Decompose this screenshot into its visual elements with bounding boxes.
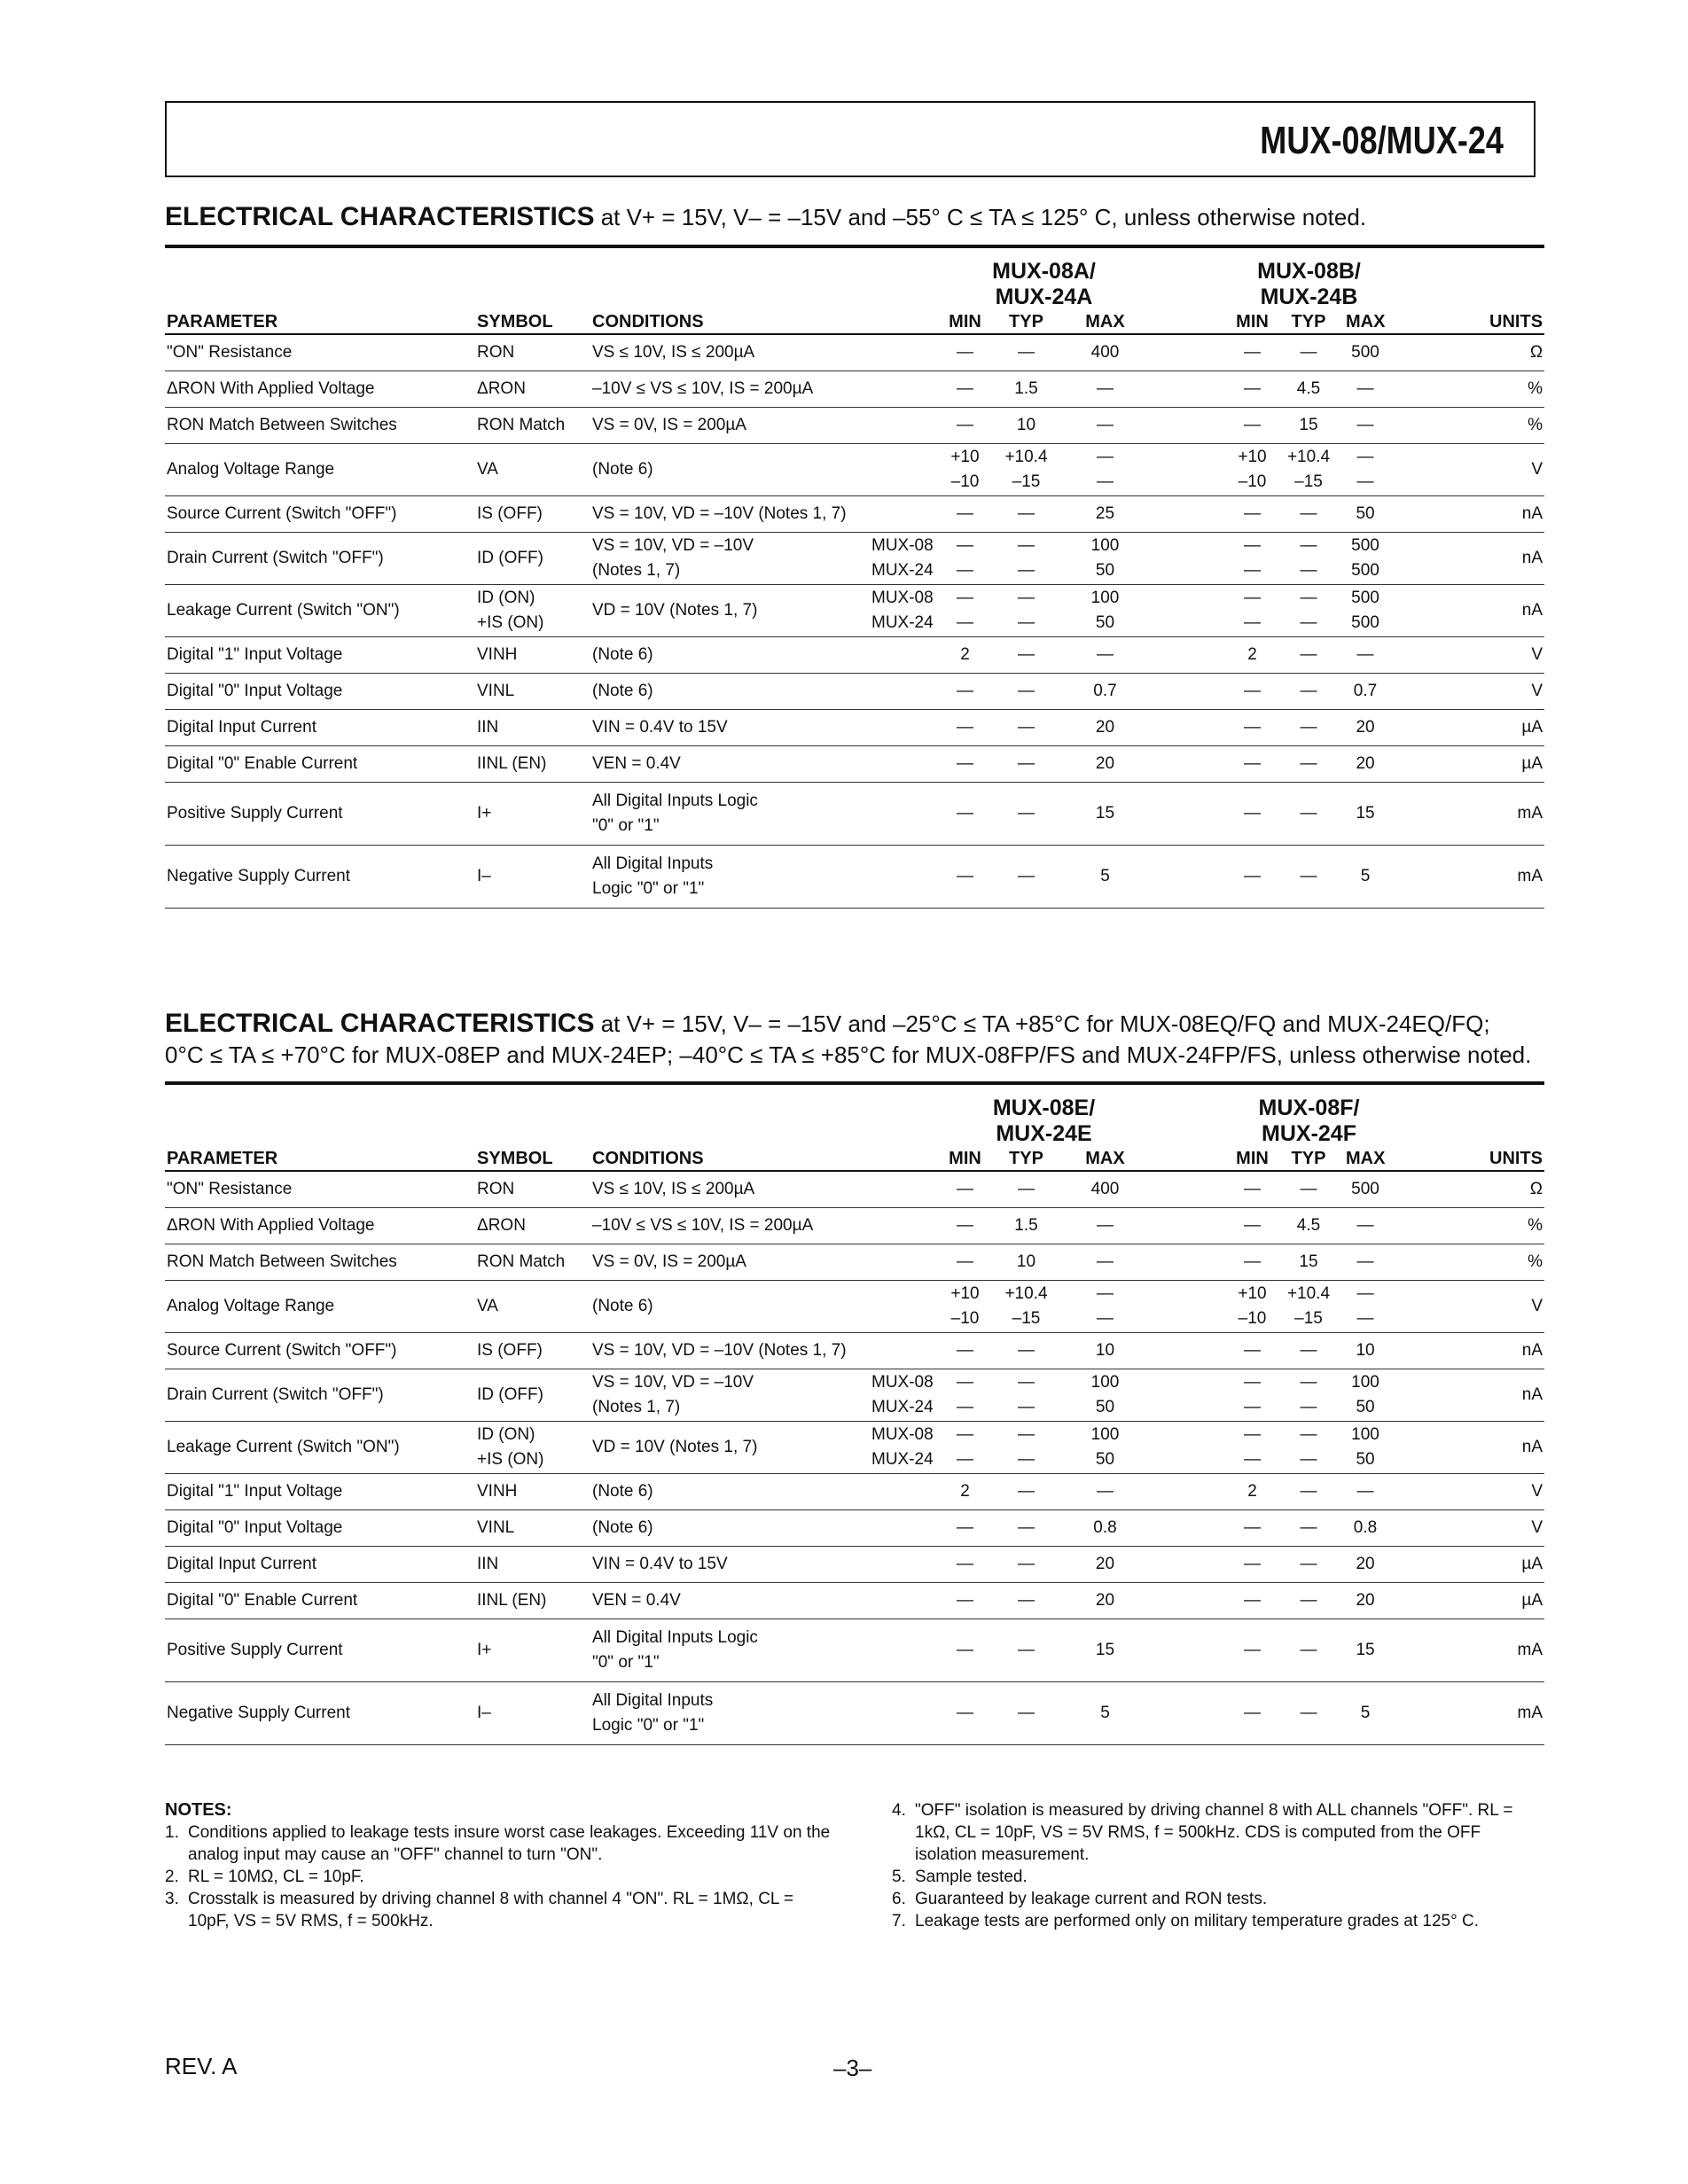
section1-title-bold: ELECTRICAL CHARACTERISTICS <box>165 202 595 231</box>
table-row: Digital "0" Input Voltage VINL (Note 6) — — 0.7 — — 0.7 V <box>165 674 1544 710</box>
revision-label: REV. A <box>165 2053 238 2079</box>
table-row: Negative Supply Current I– All Digital Inputs Logic "0" or "1" — — 5 — — 5 mA <box>165 1682 1544 1745</box>
column-headers: PARAMETER SYMBOL CONDITIONS MIN TYP MAX MIN TYP MAX UNITS <box>165 1147 1544 1171</box>
table-row: ΔRON With Applied Voltage ΔRON –10V ≤ VS ≤ 10V, IS = 200µA — 1.5 — — 4.5 — % <box>165 371 1544 408</box>
group-b-header: MUX-08B/ MUX-24B <box>1231 246 1387 310</box>
table-row: Positive Supply Current I+ All Digital Inputs Logic "0" or "1" — — 15 — — 15 mA <box>165 1619 1544 1682</box>
note-item: 3. Crosstalk is measured by driving channel 8 with channel 4 "ON". RL = 1MΩ, CL = 10pF, VS = 5V RMS, f = 500kHz. <box>165 1890 794 1930</box>
table-row: "ON" Resistance RON VS ≤ 10V, IS ≤ 200µA — — 400 — — 500 Ω <box>165 334 1544 371</box>
note-item: 4. "OFF" isolation is measured by driving channel 8 with ALL channels "OFF". RL = 1kΩ, CL = 10pF, VS = 5V RMS, f = 500kHz. CDS is computed from the OFF isolation measurement. <box>892 1801 1513 1864</box>
section1-title-rest: at V+ = 15V, V– = –15V and –55° C ≤ TA ≤ 125° C, unless otherwise noted. <box>600 204 1367 230</box>
table-row: Negative Supply Current I– All Digital Inputs Logic "0" or "1" — — 5 — — 5 mA <box>165 846 1544 909</box>
table-row: RON Match Between Switches RON Match VS = 0V, IS = 200µA — 10 — — 15 — % <box>165 408 1544 444</box>
note-item: 1. Conditions applied to leakage tests insure worst case leakages. Exceeding 11V on the analog input may cause an "OFF" channel to turn "ON". <box>165 1823 831 1864</box>
table-row: Digital "1" Input Voltage VINH (Note 6) 2 — — 2 — — V <box>165 1474 1544 1510</box>
table-row: Digital "0" Input Voltage VINL (Note 6) — — 0.8 — — 0.8 V <box>165 1510 1544 1547</box>
table-row: Digital "0" Enable Current IINL (EN) VEN = 0.4V — — 20 — — 20 µA <box>165 1583 1544 1619</box>
col-parameter: PARAMETER <box>165 310 475 334</box>
col-symbol: SYMBOL <box>475 310 590 334</box>
section2-title: ELECTRICAL CHARACTERISTICS at V+ = 15V, V– = –15V and –25°C ≤ TA +85°C for MUX-08EQ/FQ and MUX-24EQ/FQ; 0°C ≤ TA ≤ +70°C for MUX-08EP and MUX-24EP; –40°C ≤ TA ≤ +85°C for MUX-08FP/FS and MUX-24FP/FS, unless otherwise noted. <box>165 1009 1532 1068</box>
note-item: 5. Sample tested. <box>892 1868 1028 1886</box>
note-item: 7. Leakage tests are performed only on military temperature grades at 125° C. <box>892 1912 1479 1930</box>
table-row: "ON" Resistance RON VS ≤ 10V, IS ≤ 200µA — — 400 — — 500 Ω <box>165 1171 1544 1208</box>
table-row: Source Current (Switch "OFF") IS (OFF) VS = 10V, VD = –10V (Notes 1, 7) — — 10 — — 10 nA <box>165 1333 1544 1369</box>
table-row: RON Match Between Switches RON Match VS = 0V, IS = 200µA — 10 — — 15 — % <box>165 1244 1544 1281</box>
note-item: 2. RL = 10MΩ, CL = 10pF. <box>165 1868 364 1886</box>
table-row: Leakage Current (Switch "ON") ID (ON) +IS (ON) VD = 10V (Notes 1, 7) MUX-08 MUX-24 — — — — 100 50 — — — — 500 500 nA <box>165 585 1544 637</box>
column-headers: PARAMETER SYMBOL CONDITIONS MIN TYP MAX MIN TYP MAX UNITS <box>165 310 1544 334</box>
table-row: Digital Input Current IIN VIN = 0.4V to 15V — — 20 — — 20 µA <box>165 1547 1544 1583</box>
group-f-header: MUX-08F/ MUX-24F <box>1231 1083 1387 1147</box>
table-row: Positive Supply Current I+ All Digital Inputs Logic "0" or "1" — — 15 — — 15 mA <box>165 783 1544 846</box>
spec-table-1 <box>165 245 1544 909</box>
table-row: Digital "0" Enable Current IINL (EN) VEN = 0.4V — — 20 — — 20 µA <box>165 746 1544 783</box>
group-a-header: MUX-08A/ MUX-24A <box>941 246 1147 310</box>
table-row: Digital "1" Input Voltage VINH (Note 6) 2 — — 2 — — V <box>165 637 1544 674</box>
table-row: ΔRON With Applied Voltage ΔRON –10V ≤ VS ≤ 10V, IS = 200µA — 1.5 — — 4.5 — % <box>165 1208 1544 1244</box>
table-row: Source Current (Switch "OFF") IS (OFF) VS = 10V, VD = –10V (Notes 1, 7) — — 25 — — 50 nA <box>165 496 1544 533</box>
group-e-header: MUX-08E/ MUX-24E <box>941 1083 1147 1147</box>
col-units: UNITS <box>1387 310 1544 334</box>
page-number: –3– <box>833 2055 872 2081</box>
notes-heading: NOTES: <box>165 1800 232 1820</box>
spec-table-2 <box>165 1081 1544 1745</box>
table-row: Analog Voltage Range VA (Note 6) +10 –10 +10.4 –15 — — +10 –10 +10.4 –15 — — V <box>165 444 1544 496</box>
note-item: 6. Guaranteed by leakage current and RON tests. <box>892 1890 1268 1908</box>
col-conditions: CONDITIONS <box>590 310 941 334</box>
table-row: Digital Input Current IIN VIN = 0.4V to 15V — — 20 — — 20 µA <box>165 710 1544 746</box>
table-row: Analog Voltage Range VA (Note 6) +10 –10 +10.4 –15 — — +10 –10 +10.4 –15 — — V <box>165 1281 1544 1333</box>
table-row: Drain Current (Switch "OFF") ID (OFF) VS = 10V, VD = –10V (Notes 1, 7) MUX-08 MUX-24 — — — — 100 50 — — — — 500 500 nA <box>165 533 1544 585</box>
header-box <box>165 101 1536 177</box>
table-row: Leakage Current (Switch "ON") ID (ON) +IS (ON) VD = 10V (Notes 1, 7) MUX-08 MUX-24 — — — — 100 50 — — — — 100 50 nA <box>165 1422 1544 1474</box>
part-title: MUX-08/MUX-24 <box>1260 119 1504 162</box>
table-row: Drain Current (Switch "OFF") ID (OFF) VS = 10V, VD = –10V (Notes 1, 7) MUX-08 MUX-24 — — — — 100 50 — — — — 100 50 nA <box>165 1369 1544 1422</box>
section1-title <box>165 201 1366 233</box>
